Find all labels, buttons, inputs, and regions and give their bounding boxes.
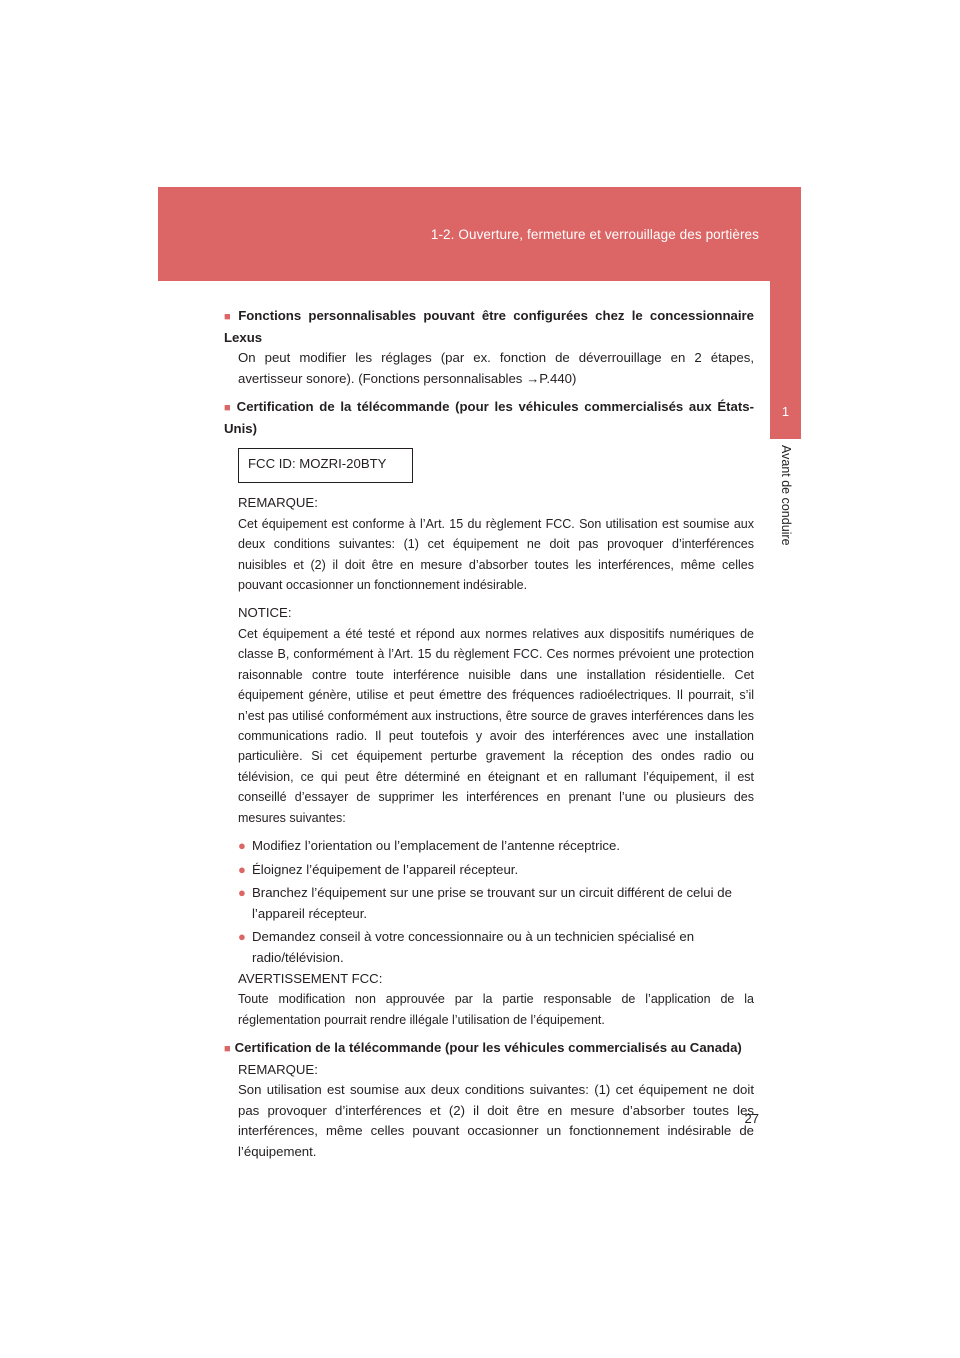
section-title: Certification de la télécommande (pour les véhicules commercialisés aux États-Unis) xyxy=(224,399,754,436)
chapter-section-label: Avant de conduire xyxy=(779,445,793,546)
section-custom-functions xyxy=(224,306,754,389)
chapter-header-band xyxy=(158,187,801,281)
list-item: ● Branchez l’équipement sur une prise se trouvant sur un circuit différent de celui de l’appareil récepteur. xyxy=(238,885,732,921)
square-bullet-icon: ■ xyxy=(224,1043,231,1055)
fcc-id-box: FCC ID: MOZRI-20BTY xyxy=(238,448,413,484)
notice-label: NOTICE: xyxy=(238,605,292,621)
section-canada-certification xyxy=(224,1038,754,1163)
measures-list xyxy=(224,836,754,969)
section-title: Fonctions personnalisables pouvant être configurées chez le concessionnaire Lexus xyxy=(224,308,754,345)
section-us-certification xyxy=(224,397,754,1030)
chapter-title: 1-2. Ouverture, fermeture et verrouillage des portières xyxy=(430,227,759,242)
circle-bullet-icon: ● xyxy=(238,885,246,901)
square-bullet-icon: ■ xyxy=(224,311,235,323)
remarque-label: REMARQUE: xyxy=(238,1061,318,1077)
list-item: ● Éloignez l’équipement de l’appareil récepteur. xyxy=(224,860,754,881)
page-content xyxy=(224,306,754,1171)
notice-text: Cet équipement a été testé et répond aux normes relatives aux dispositifs numériques de classe B, conformément à l’Art. 15 du règlement FCC. Ces normes prévoient une protection raisonnable contre toute interférence nuisible dans une installation résidentielle. Cet équipement génère, utilise et peut émettre des fréquences radioélectriques. Il pourrait, s’il n’est pas utilisé conformément aux instructions, être source de graves interférences dans les communications radio. Il peut toutefois y avoir des interférences avec une installation particulière. Si cet équipement perturbe gravement la réception des ondes radio ou télévision, ce qui peut être déterminé en éteignant et en rallumant l’équipement, il est conseillé d’essayer de supprimer les interférences en prenant l’une ou plusieurs des mesures suivantes: xyxy=(238,626,754,825)
list-item: ● Demandez conseil à votre concessionnaire ou à un technicien spécialisé en radio/télévision. xyxy=(238,929,695,965)
chapter-number: 1 xyxy=(781,404,790,419)
list-item: ● Modifiez l’orientation ou l’emplacement de l’antenne réceptrice. xyxy=(224,836,754,857)
remarque-text: Son utilisation est soumise aux deux conditions suivantes: (1) cet équipement ne doit pas provoquer d’interférences et (2) il doit être en mesure d’absorber toutes les interférences, même celles pouvant occasionner un fonctionnement indésirable de l’équipement. xyxy=(238,1082,754,1159)
section-body: On peut modifier les réglages (par ex. fonction de déverrouillage en 2 étapes, avertisseur sonore). (Fonctions personnalisables →P.440) xyxy=(238,350,754,386)
circle-bullet-icon: ● xyxy=(238,838,246,854)
remarque-text: Cet équipement est conforme à l’Art. 15 du règlement FCC. Son utilisation est soumise aux deux conditions suivantes: (1) cet équipement ne doit pas provoquer d’interférences nuisibles et (2) il doit être en mesure d’absorber toutes les interférences, même celles pouvant occasionner un fonctionnement indésirable. xyxy=(238,516,754,592)
page-number: 27 xyxy=(744,1111,759,1126)
circle-bullet-icon: ● xyxy=(238,861,246,877)
remarque-label: REMARQUE: xyxy=(238,495,318,511)
square-bullet-icon: ■ xyxy=(224,402,233,415)
warning-label: AVERTISSEMENT FCC: xyxy=(238,970,383,986)
warning-text: Toute modification non approuvée par la partie responsable de l’application de la réglementation pourrait rendre illégale l’utilisation de l’équipement. xyxy=(238,992,754,1027)
chapter-side-tab xyxy=(770,281,801,439)
circle-bullet-icon: ● xyxy=(238,929,246,945)
section-title: Certification de la télécommande (pour les véhicules commercialisés au Canada) xyxy=(234,1040,742,1055)
